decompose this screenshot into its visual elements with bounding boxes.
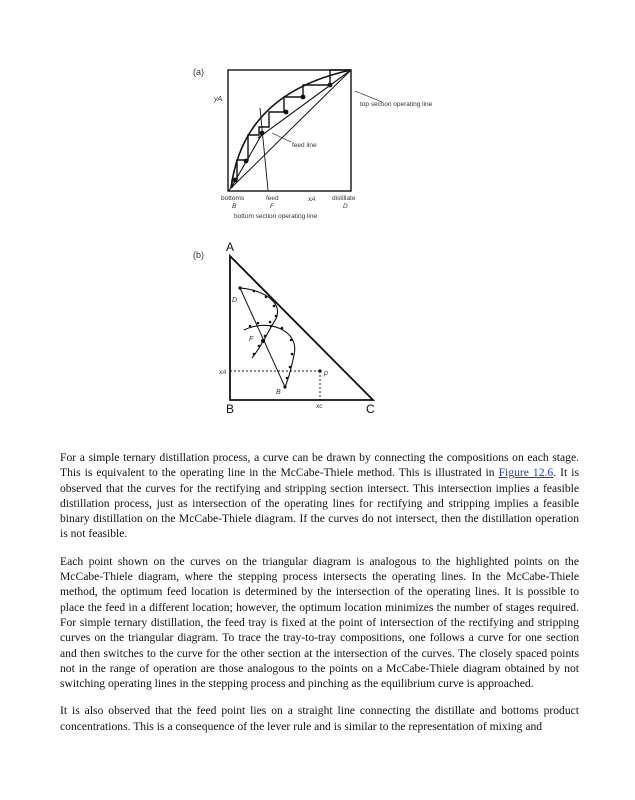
bottoms-sym: B (232, 203, 237, 210)
figure-link[interactable]: Figure 12.6 (498, 466, 554, 480)
top-section-annot: top section operating line (360, 101, 433, 108)
paragraph-3: It is also observed that the feed point lies on a straight line connecting the distillate and bottoms product concentrations. This is a consequence of the lever rule and is similar to the representation of mixing and (60, 704, 579, 733)
bottoms-label: bottoms (221, 195, 245, 202)
vertex-a-label: A (226, 240, 235, 254)
feed-sym: F (270, 203, 274, 210)
distillate-sym: D (343, 203, 348, 210)
feed-label: feed (266, 195, 279, 202)
body-text (60, 450, 579, 746)
p1-text-end: . It is observed that the curves for the rectifying and stripping section intersect. This intersection implies a feasible distillation process, just as intersection of the operating lines for rectifying and stripping implies a feasible binary distillation on the McCabe-Thiele diagram. If the curves do not intersect, then the distillation operation is not feasible. (60, 466, 579, 541)
distillate-label: distillate (332, 195, 356, 202)
paragraph-2: Each point shown on the curves on the triangular diagram is analogous to the highlighted points on the McCabe-Thiele diagram, where the stepping process intersects the operating lines. In the McCabe-Thiele method, the optimum feed location is determined by the intersection of the operating lines. It is possible to place the feed in a different location; however, the optimum location minimizes the number of stages required. For simple ternary distillation, the feed tray is fixed at the point of intersection of the rectifying and stripping curves on the triangular diagram. To trace the tray-to-tray compositions, one follows a curve for one section and then switches to the curve for the other section at the intersection of the curves. The closely spaced points not in the range of operation are those analogous to the points on a McCabe-Thiele diagram obtained by not switching operating lines in the stepping process and pinching as the equilibrium curve is approached. (60, 554, 579, 691)
bottom-section-annot: bottom section operating line (234, 213, 318, 220)
panel-b-label: (b) (193, 250, 204, 260)
point-p-marker (318, 369, 321, 372)
point-d-label: D (232, 297, 238, 304)
feed-line (260, 108, 268, 190)
feed-line-annot: feed line (292, 142, 317, 149)
axis-xc-label: xc (316, 403, 323, 410)
point-p-label: p (324, 370, 328, 377)
point-f-label: F (249, 336, 254, 343)
y-axis-label: yA (214, 96, 223, 103)
x-axis-label: xA (308, 196, 316, 203)
p1-text-start: For a simple ternary distillation process, a curve can be drawn by connecting the compositions on each stage. This is equivalent to the operating line in the McCabe-Thiele method. This is illustrated in (60, 451, 579, 480)
vertex-c-label: C (366, 402, 375, 416)
diagonal-line (228, 70, 351, 191)
ternary-triangle (230, 256, 373, 400)
distillate-bottoms-line (240, 288, 285, 387)
panel-a-label: (a) (193, 67, 204, 77)
axis-xa-label: xA (219, 369, 227, 376)
paragraph-1 (60, 450, 579, 542)
feed-annot-leader (272, 133, 291, 142)
point-b-label: B (276, 389, 281, 396)
vertex-b-label: B (226, 402, 235, 416)
top-operating-line (258, 70, 351, 138)
